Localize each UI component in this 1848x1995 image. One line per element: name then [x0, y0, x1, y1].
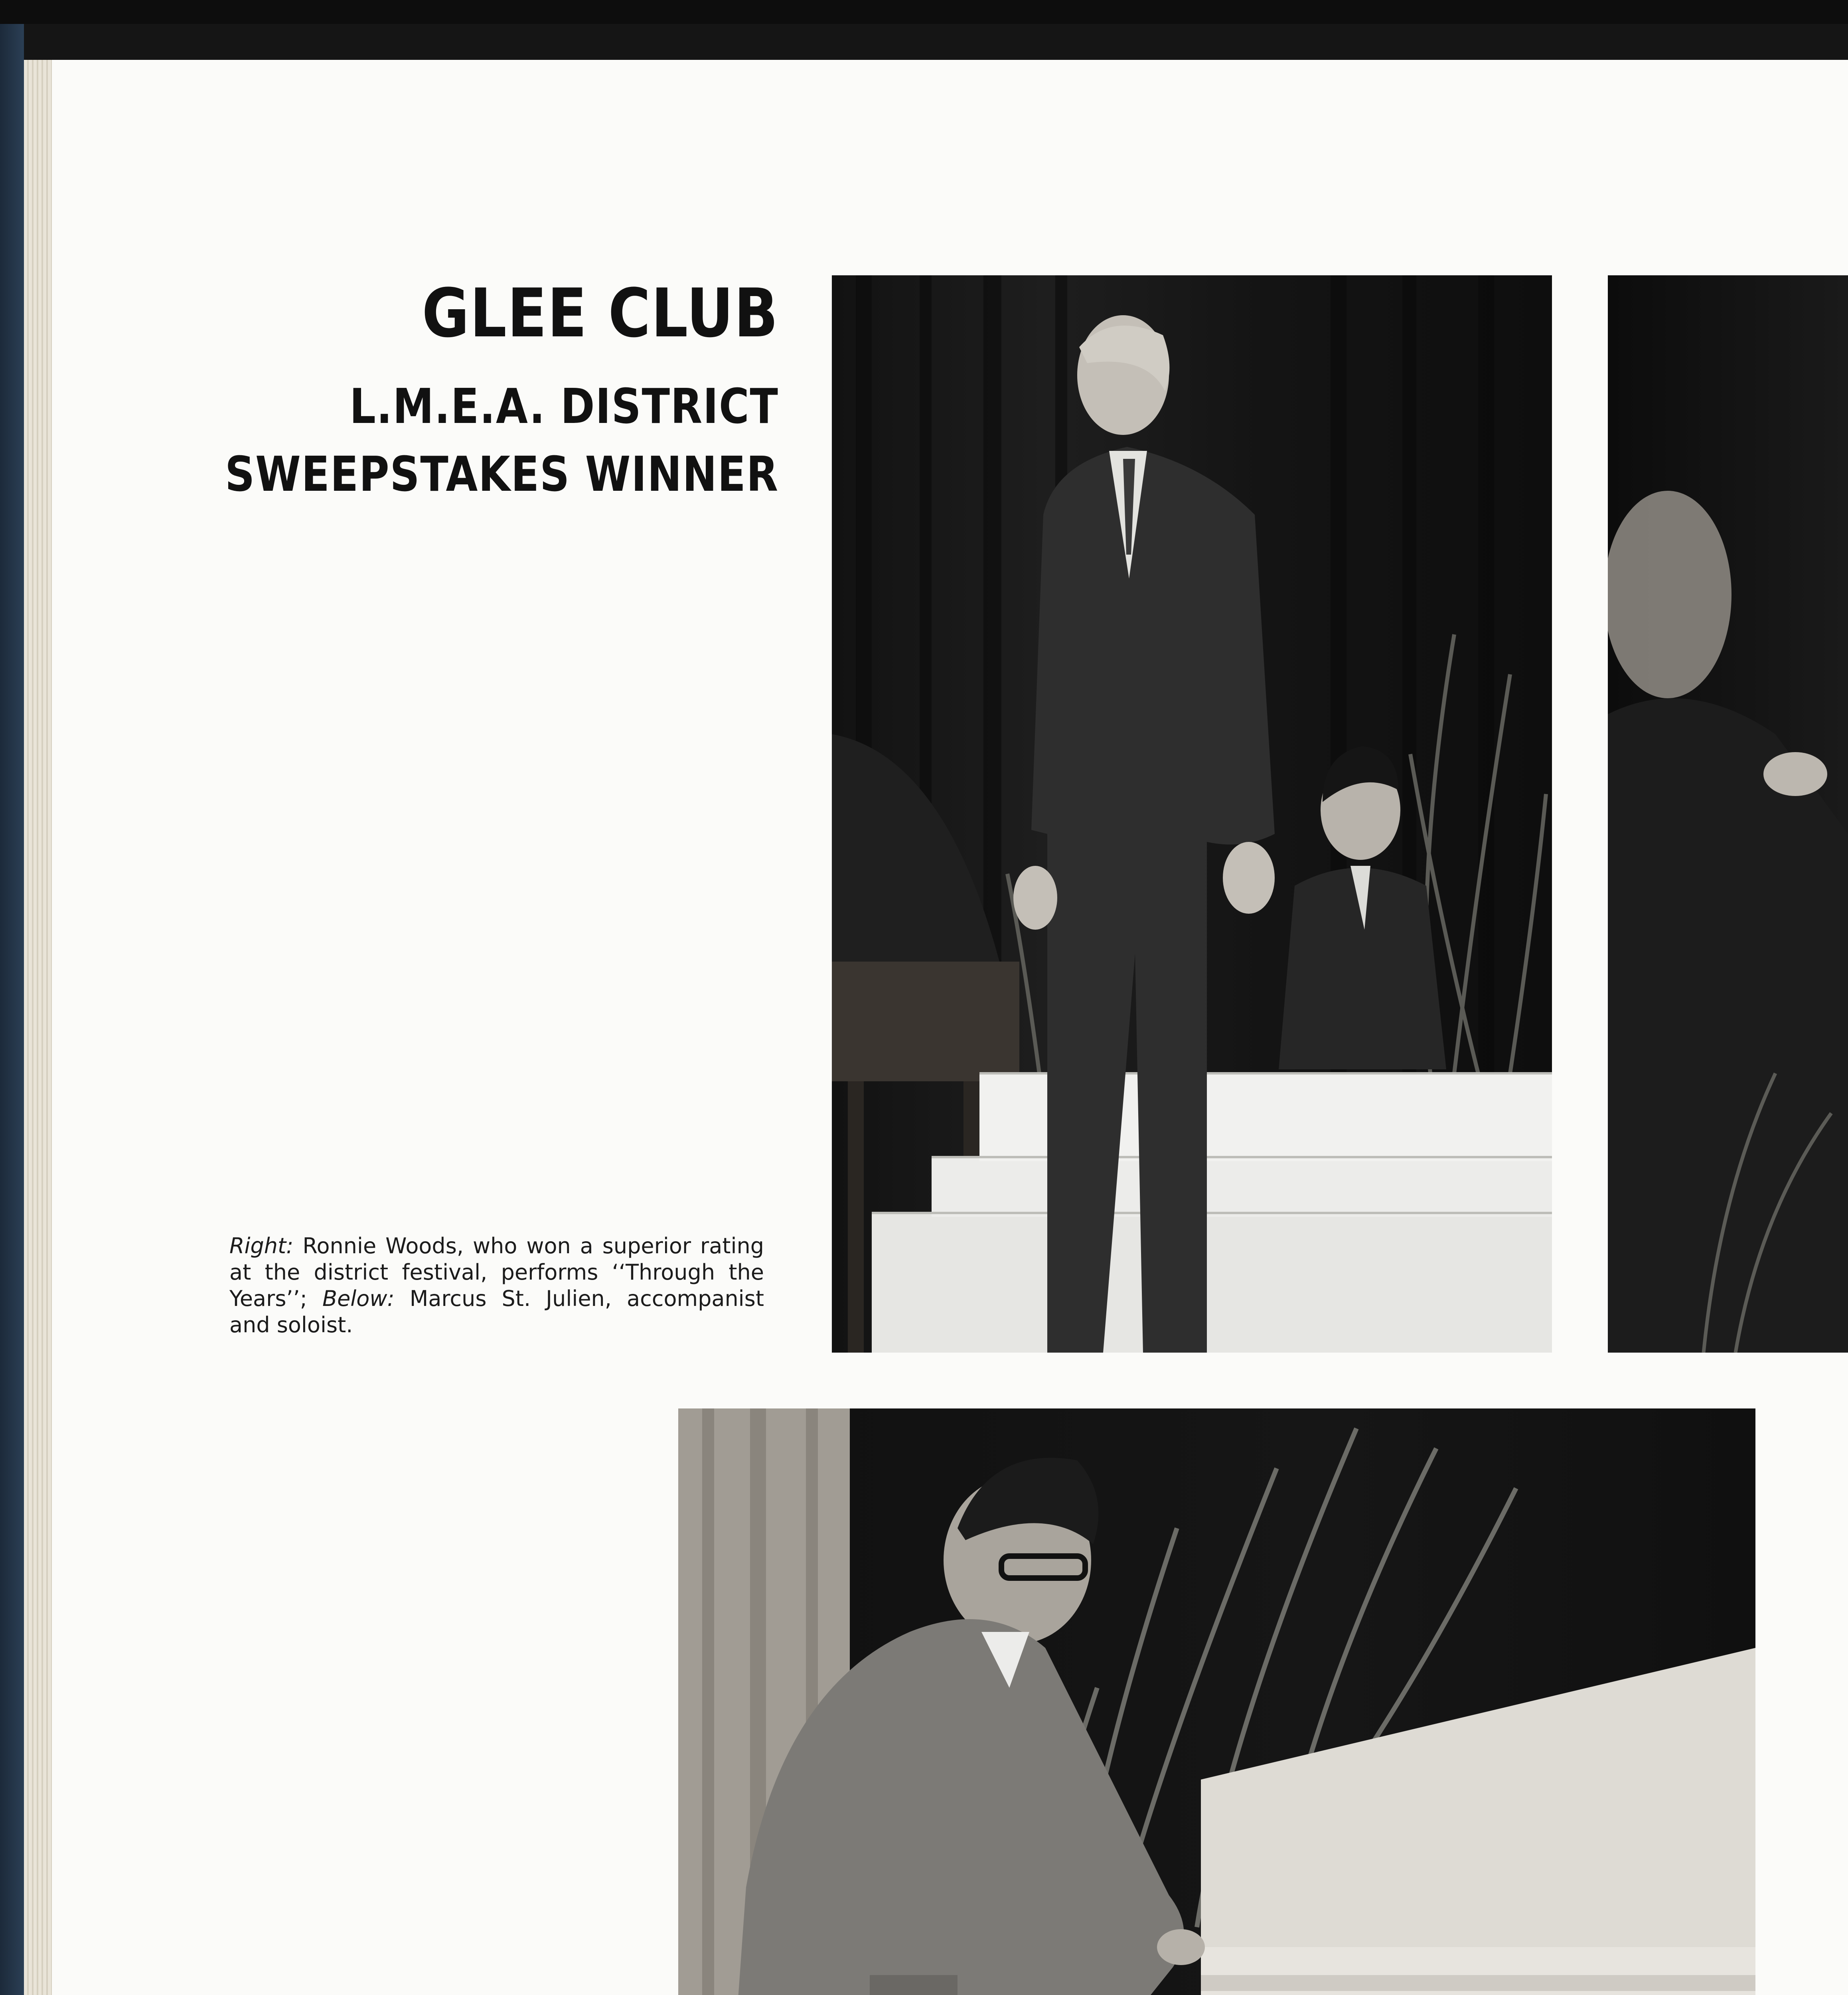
caption-right-label: Right: [229, 1233, 294, 1258]
photo-pianist-at-piano [678, 1408, 1755, 1995]
director-photo-illustration [1608, 275, 1848, 1353]
pianist-photo-illustration [678, 1408, 1755, 1995]
page-title: GLEE CLUB [422, 274, 779, 352]
page-stack-edges [24, 60, 52, 1995]
photo-director-cropped [1608, 275, 1848, 1353]
page-subtitle-line-1: L.M.E.A. DISTRICT [349, 379, 779, 435]
caption-below-text: Marcus St. Julien, accompanist and soloist. [229, 1286, 764, 1337]
book-spine-top [0, 0, 1848, 24]
book-cover-edge [0, 24, 24, 1995]
caption-below-label: Below: [322, 1286, 395, 1311]
photo-caption [229, 1233, 764, 1338]
caption-right-text: Ronnie Woods, who won a superior rating at the district festival, performs ‘‘Through the Years’’; [229, 1233, 764, 1311]
photo-singer-on-stage [832, 275, 1552, 1353]
singer-photo-illustration [832, 275, 1552, 1353]
page-subtitle-line-2: SWEEPSTAKES WINNER [225, 447, 779, 502]
